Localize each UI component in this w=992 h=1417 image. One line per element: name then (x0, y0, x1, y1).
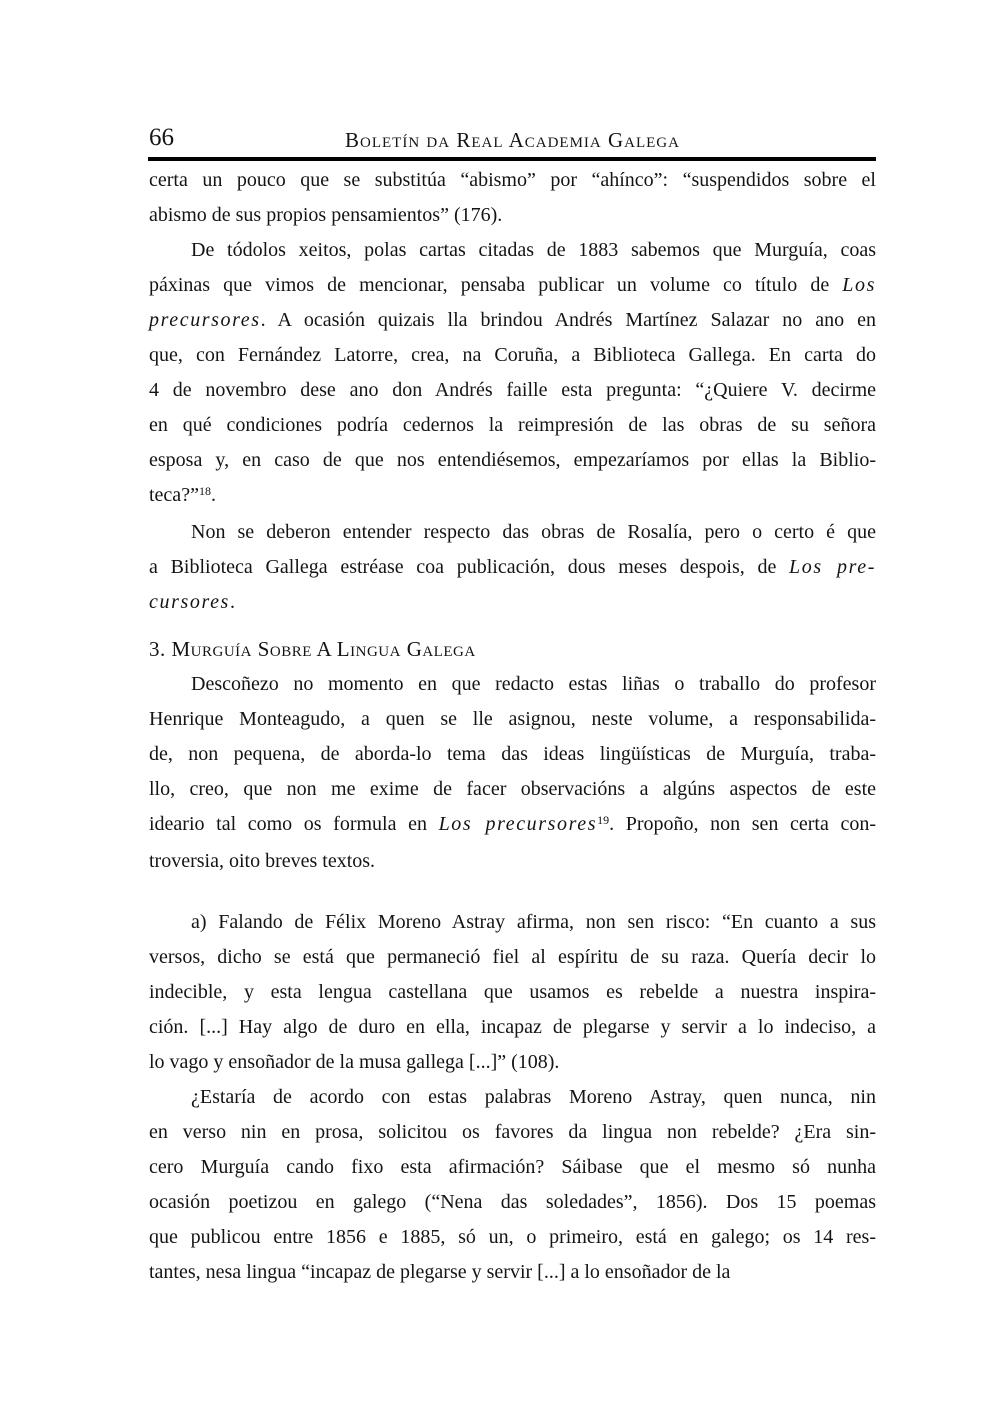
text-segment: de, non pequena, de aborda-lo tema das ideas lingüísticas de Murguía, traba- (149, 743, 876, 765)
text-segment: ideario tal como os formula en (149, 813, 439, 835)
text-line (149, 1115, 876, 1150)
italic-title-text: precursores (149, 309, 261, 331)
text-line (149, 268, 876, 303)
text-segment: Henrique Monteagudo, a quen se lle asignou, neste volume, a responsabilida- (149, 708, 876, 730)
text-segment: . A ocasión quizais lla brindou Andrés Martínez Salazar no ano en (260, 309, 876, 331)
text-segment: indecible, y esta lengua castellana que usamos es rebelde a nuestra inspira- (149, 981, 876, 1003)
text-line (149, 905, 876, 940)
text-line (149, 1255, 876, 1290)
text-line (149, 844, 876, 879)
text-line (149, 550, 876, 585)
paragraph (149, 233, 876, 515)
text-line (149, 373, 876, 408)
text-segment: . (229, 591, 235, 613)
text-segment: páxinas que vimos de mencionar, pensaba publicar un volume co título de (149, 274, 843, 296)
text-line (149, 338, 876, 373)
text-line (149, 198, 876, 233)
text-segment: esposa y, en caso de que nos entendiésemos, empezaríamos por ellas la Biblio- (149, 449, 876, 471)
text-segment: Descoñezo no momento en que redacto estas liñas o traballo do profesor (191, 673, 876, 695)
text-line (149, 667, 876, 702)
italic-title-text: cursores (149, 591, 230, 613)
text-segment: versos, dicho se está que permaneció fiel al espíritu de su raza. Quería decir lo (149, 946, 876, 968)
text-line (149, 585, 876, 620)
page-body (149, 163, 876, 1290)
section-heading: 3. Murguía Sobre A Lingua Galega (149, 637, 476, 661)
text-segment: Non se deberon entender respecto das obras de Rosalía, pero o certo é que (191, 521, 876, 543)
paragraph (149, 1080, 876, 1290)
text-line (149, 515, 876, 550)
paragraph (149, 163, 876, 233)
text-line (149, 772, 876, 807)
text-segment: troversia, oito breves textos. (149, 850, 376, 872)
text-line (149, 1080, 876, 1115)
text-segment: en qué condiciones podría cedernos la reimpresión de las obras de su señora (149, 414, 876, 436)
text-line (149, 443, 876, 478)
text-line (149, 1150, 876, 1185)
italic-title-text: Los precursores (438, 813, 598, 835)
text-line (149, 807, 876, 844)
text-segment: tantes, nesa lingua “incapaz de plegarse y servir [...] a lo ensoñador de la (149, 1261, 731, 1283)
text-line (149, 1185, 876, 1220)
italic-title-text: Los pre- (789, 556, 876, 578)
text-segment: certa un pouco que se substitúa “abismo” por “ahínco”: “suspendidos sobre el (149, 169, 876, 191)
text-line (149, 1045, 876, 1080)
text-line (149, 1220, 876, 1255)
header-rule (148, 157, 876, 161)
text-segment: teca?” (149, 484, 199, 506)
text-segment: . (210, 484, 216, 506)
text-segment: a Biblioteca Gallega estréase coa publicación, dous meses despois, de (149, 556, 790, 578)
text-line (149, 940, 876, 975)
paragraph (149, 905, 876, 1080)
footnote-marker: 18 (198, 484, 211, 498)
text-line (149, 478, 876, 515)
text-segment: abismo de sus propios pensamientos” (176). (149, 204, 503, 226)
text-segment: ción. [...] Hay algo de duro en ella, incapaz de plegarse y servir a lo indeciso, a (149, 1016, 876, 1038)
text-segment: cero Murguía cando fixo esta afirmación? Sáibase que el mesmo só nunha (149, 1156, 876, 1178)
text-line (149, 737, 876, 772)
journal-title: Boletín da Real Academia Galega (345, 128, 680, 152)
text-segment: a) Falando de Félix Moreno Astray afirma, non sen risco: “En cuanto a sus (191, 911, 876, 933)
text-line (149, 1010, 876, 1045)
text-line (149, 163, 876, 198)
page-number: 66 (149, 124, 174, 151)
text-segment: que, con Fernández Latorre, crea, na Coruña, a Biblioteca Gallega. En carta do (149, 344, 876, 366)
text-segment: ocasión poetizou en galego (“Nena das soledades”, 1856). Dos 15 poemas (149, 1191, 876, 1213)
text-line (149, 408, 876, 443)
text-segment: . Propoño, non sen certa con- (609, 813, 877, 835)
footnote-marker: 19 (597, 813, 610, 827)
text-segment: lo vago y ensoñador de la musa gallega [...]” (108). (149, 1051, 560, 1073)
italic-title-text: Los (842, 274, 876, 296)
text-line (149, 975, 876, 1010)
text-segment: ¿Estaría de acordo con estas palabras Moreno Astray, quen nunca, nin (191, 1086, 876, 1108)
paragraph (149, 515, 876, 620)
text-segment: 4 de novembro dese ano don Andrés faille esta pregunta: “¿Quiere V. decirme (149, 379, 876, 401)
paragraph (149, 667, 876, 879)
text-segment: De tódolos xeitos, polas cartas citadas de 1883 sabemos que Murguía, coas (191, 239, 876, 261)
text-segment: que publicou entre 1856 e 1885, só un, o primeiro, está en galego; os 14 res- (149, 1226, 876, 1248)
text-segment: llo, creo, que non me exime de facer observacións a algúns aspectos de este (149, 778, 876, 800)
text-line (149, 233, 876, 268)
text-segment: en verso nin en prosa, solicitou os favores da lingua non rebelde? ¿Era sin- (149, 1121, 876, 1143)
text-line (149, 303, 876, 338)
text-line (149, 702, 876, 737)
